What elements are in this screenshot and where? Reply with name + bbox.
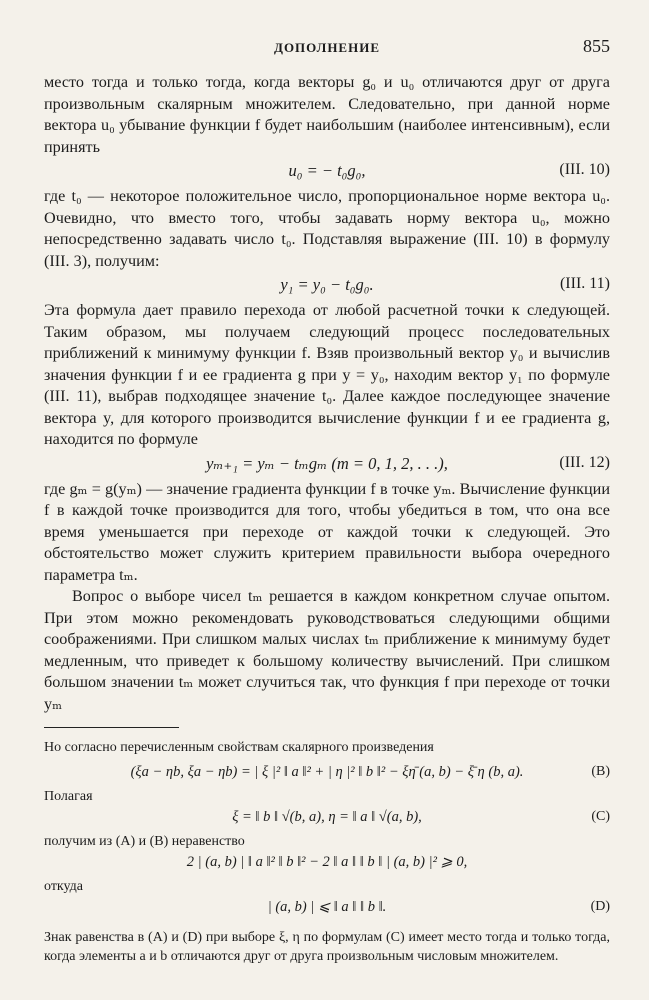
paragraph-1: место тогда и только тогда, когда векторы g₀ и u₀ отличаются друг от друга произвольным скалярным множителем. Следовательно, при данной норме вектора u₀ убывание функции f будет наибольшим (наиболее интенсивным), если принять <box>44 73 610 156</box>
equation-number: (B) <box>591 764 610 779</box>
equation-III-11 <box>44 272 610 300</box>
paragraph-3: Эта формула дает правило перехода от любой расчетной точки к следующей. Таким образом, мы получаем следующий процесс последовательных приближений к минимуму функции f. Взяв произвольный вектор y₀ и вычислив значения функции f и ее градиента g при y = y₀, находим вектор y₁ по формуле (III. 11), выбрав подходящее значение t₀. Далее каждое последующее значение вектора y, для которого производится вычисление функции f и ее градиента g, находится по формуле <box>44 301 610 448</box>
equation-number: (D) <box>590 899 610 914</box>
paragraph-2: где t₀ — некоторое положительное число, пропорциональное норме вектора u₀. Очевидно, что вместо того, чтобы задавать норму вектора u₀, можно непосредственно задавать число t₀. Подставляя выражение (III. 10) в формулу (III. 3), получим: <box>44 187 610 270</box>
footnote-paragraph-2: получим из (A) и (B) неравенство <box>44 834 245 849</box>
footnote-label-polagaya: Полагая <box>44 789 93 804</box>
footnote-paragraph-3: Знак равенства в (A) и (D) при выборе ξ, η по формулам (C) имеет место тогда и только тогда, когда элементы a и b отличаются друг от друга произвольным числовым множителем. <box>44 930 610 964</box>
footnote-label-otkuda: откуда <box>44 879 83 894</box>
equation-III-10 <box>44 158 610 186</box>
running-title: ДОПОЛНЕНИЕ <box>274 40 380 55</box>
equation-III-12 <box>44 451 610 479</box>
equation-body: ξ = ‖ b ‖ √(b, a), η = ‖ a ‖ √(a, b), <box>232 809 422 825</box>
book-page <box>44 36 610 966</box>
equation-body: 2 | (a, b) | ‖ a ‖² ‖ b ‖² − 2 ‖ a ‖ ‖ b ‖ | (a, b) |² ⩾ 0, <box>186 854 468 870</box>
equation-number: (III. 11) <box>559 275 610 292</box>
paragraph-5: Вопрос о выборе чисел tₘ решается в каждом конкретном случае опытом. При этом можно рекомендовать руководствоваться следующими общими соображениями. При слишком малых числах tₘ приближение к минимуму будет медленным, что приведет к большому количеству вычислений. При слишком большом значении tₘ может случиться так, что функция f при переходе от точки yₘ <box>44 587 610 713</box>
page-number: 855 <box>583 36 610 56</box>
equation-D <box>44 896 610 922</box>
equation-C <box>44 806 610 832</box>
equation-body: y₁ = y₀ − t₀g₀. <box>280 275 374 294</box>
equation-B <box>44 761 610 787</box>
footnote <box>44 738 610 966</box>
equation-number: (III. 10) <box>559 161 610 178</box>
equation-body: u₀ = − t₀g₀, <box>288 161 366 180</box>
equation-inequality <box>44 851 610 877</box>
footnote-paragraph-1: Но согласно перечисленным свойствам скалярного произведения <box>44 740 434 755</box>
equation-body: | (a, b) | ⩽ ‖ a ‖ ‖ b ‖. <box>267 899 387 915</box>
page-header <box>44 36 610 72</box>
equation-number: (C) <box>591 809 610 824</box>
footnote-divider <box>44 727 179 728</box>
equation-body: (ξa − ηb, ξa − ηb) = | ξ |² ‖ a ‖² + | η |² ‖ b ‖² − ξη̄ (a, b) − ξ̄ η (b, a). <box>130 764 524 780</box>
equation-body: yₘ₊₁ = yₘ − tₘgₘ (m = 0, 1, 2, . . .), <box>206 453 448 473</box>
paragraph-4: где gₘ = g(yₘ) — значение градиента функции f в точке yₘ. Вычисление функции f в каждой точке производится для того, чтобы убедиться в том, что она все время уменьшается при переходе от каждой точки к следующей. Это обстоятельство может служить критерием правильности выбора очередного параметра tₘ. <box>44 479 610 584</box>
equation-number: (III. 12) <box>559 453 610 471</box>
